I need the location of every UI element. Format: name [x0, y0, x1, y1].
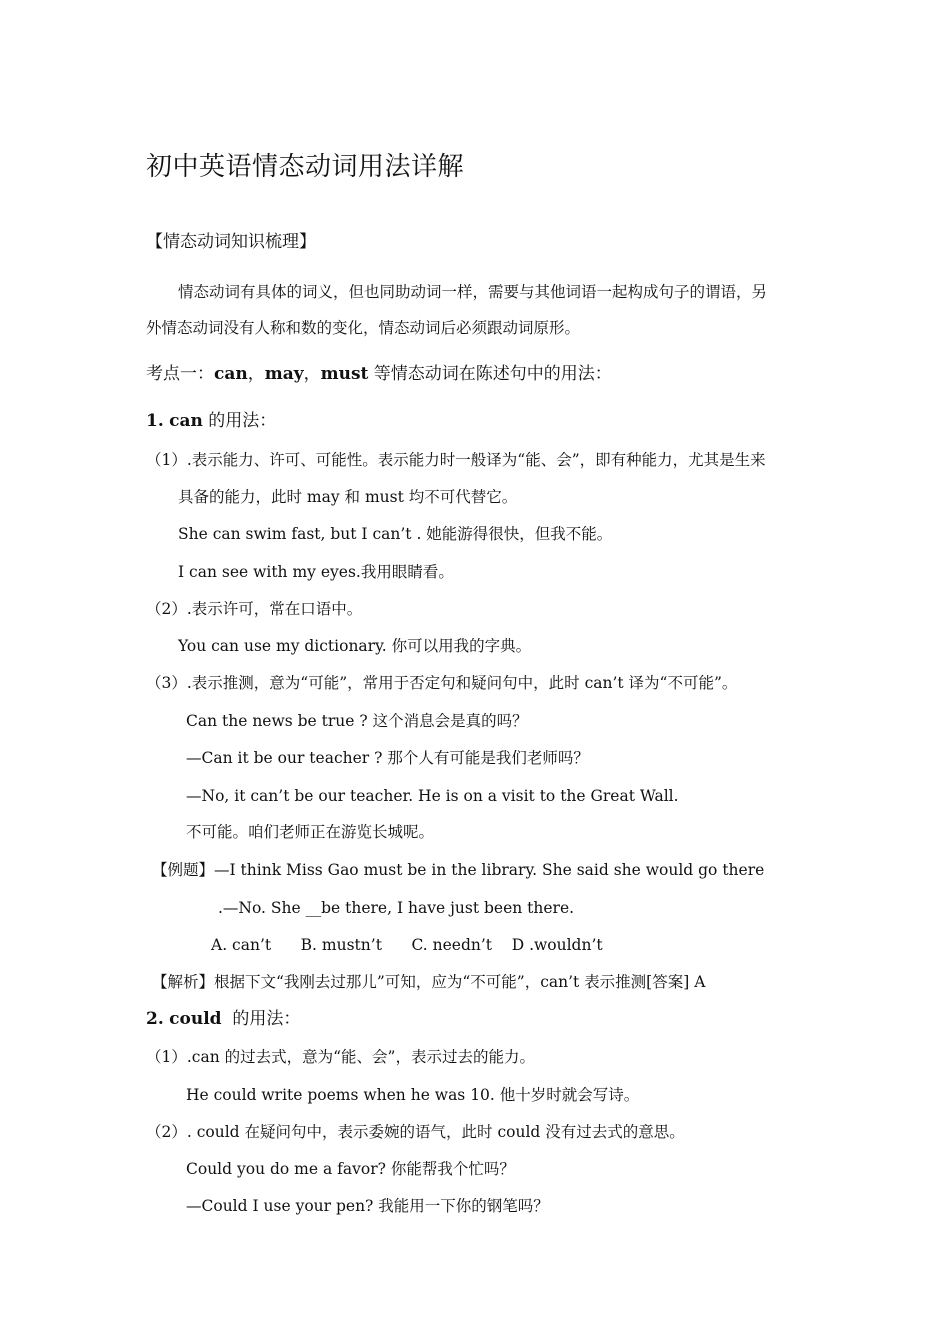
point-one-must: must — [320, 364, 369, 384]
could-usage-2: （2）. could 在疑问句中，表示委婉的语气，此时 could 没有过去式的意思。 — [146, 1123, 685, 1141]
point-one-suffix: 等情态动词在陈述句中的用法： — [368, 364, 612, 384]
can-heading — [146, 411, 276, 431]
can-example-4: Can the news be true ? 这个消息会是真的吗？ — [186, 712, 528, 730]
intro-line-1: 情态动词有具体的词义，但也同助动词一样，需要与其他词语一起构成句子的谓语，另 — [178, 283, 768, 301]
could-heading-rest: 的用法： — [221, 1009, 301, 1029]
could-example-2: Could you do me a favor? 你能帮我个忙吗？ — [186, 1160, 515, 1178]
can-example-7: 不可能。咱们老师正在游览长城呢。 — [186, 823, 435, 841]
could-usage-1: （1）.can 的过去式，意为“能、会”，表示过去的能力。 — [146, 1048, 535, 1066]
can-example-6: —No, it can’t be our teacher. He is on a visit to the Great Wall. — [186, 787, 679, 805]
point-one-may: may — [264, 364, 304, 384]
example-question-line-1: 【例题】—I think Miss Gao must be in the library. She said she would go there — [152, 861, 765, 879]
can-heading-word: can — [169, 411, 203, 431]
example-analysis: 【解析】根据下文“我刚去过那儿”可知，应为“不可能”，can’t 表示推测[答案] A — [152, 973, 706, 991]
can-example-2: I can see with my eyes.我用眼睛看。 — [178, 563, 454, 581]
can-heading-number: 1. — [146, 411, 164, 431]
can-usage-3: （3）.表示推测，意为“可能”，常用于否定句和疑问句中，此时 can’t 译为“不可能”。 — [146, 674, 738, 692]
can-usage-1-line-2: 具备的能力，此时 may 和 must 均不可代替它。 — [178, 488, 518, 506]
could-heading-number: 2. — [146, 1009, 164, 1029]
point-one-prefix: 考点一： — [146, 364, 214, 384]
example-question-line-2: .—No. She __be there, I have just been there. — [218, 899, 575, 917]
section-heading: 【情态动词知识梳理】 — [146, 232, 316, 252]
can-example-1: She can swim fast, but I can’t . 她能游得很快，但我不能。 — [178, 525, 613, 543]
could-example-3: —Could I use your pen? 我能用一下你的钢笔吗？ — [186, 1197, 549, 1215]
point-one-can: can — [214, 364, 248, 384]
page-title: 初中英语情态动词用法详解 — [146, 152, 465, 182]
can-usage-1-line-1: （1）.表示能力、许可、可能性。表示能力时一般译为“能、会”，即有种能力，尤其是生来 — [146, 451, 766, 469]
point-one-heading — [146, 364, 612, 384]
can-example-3: You can use my dictionary. 你可以用我的字典。 — [178, 637, 532, 655]
could-heading-word: could — [169, 1009, 222, 1029]
point-one-sep: ， — [247, 364, 265, 384]
could-heading — [146, 1009, 300, 1029]
intro-line-2: 外情态动词没有人称和数的变化，情态动词后必须跟动词原形。 — [146, 319, 581, 337]
can-usage-2: （2）.表示许可，常在口语中。 — [146, 600, 363, 618]
can-heading-rest: 的用法： — [202, 411, 277, 431]
could-example-1: He could write poems when he was 10. 他十岁时就会写诗。 — [186, 1086, 640, 1104]
can-example-5: —Can it be our teacher ? 那个人有可能是我们老师吗？ — [186, 749, 589, 767]
point-one-sep: ， — [303, 364, 321, 384]
example-options: A. can’t B. mustn’t C. needn’t D .wouldn’t — [211, 936, 603, 954]
